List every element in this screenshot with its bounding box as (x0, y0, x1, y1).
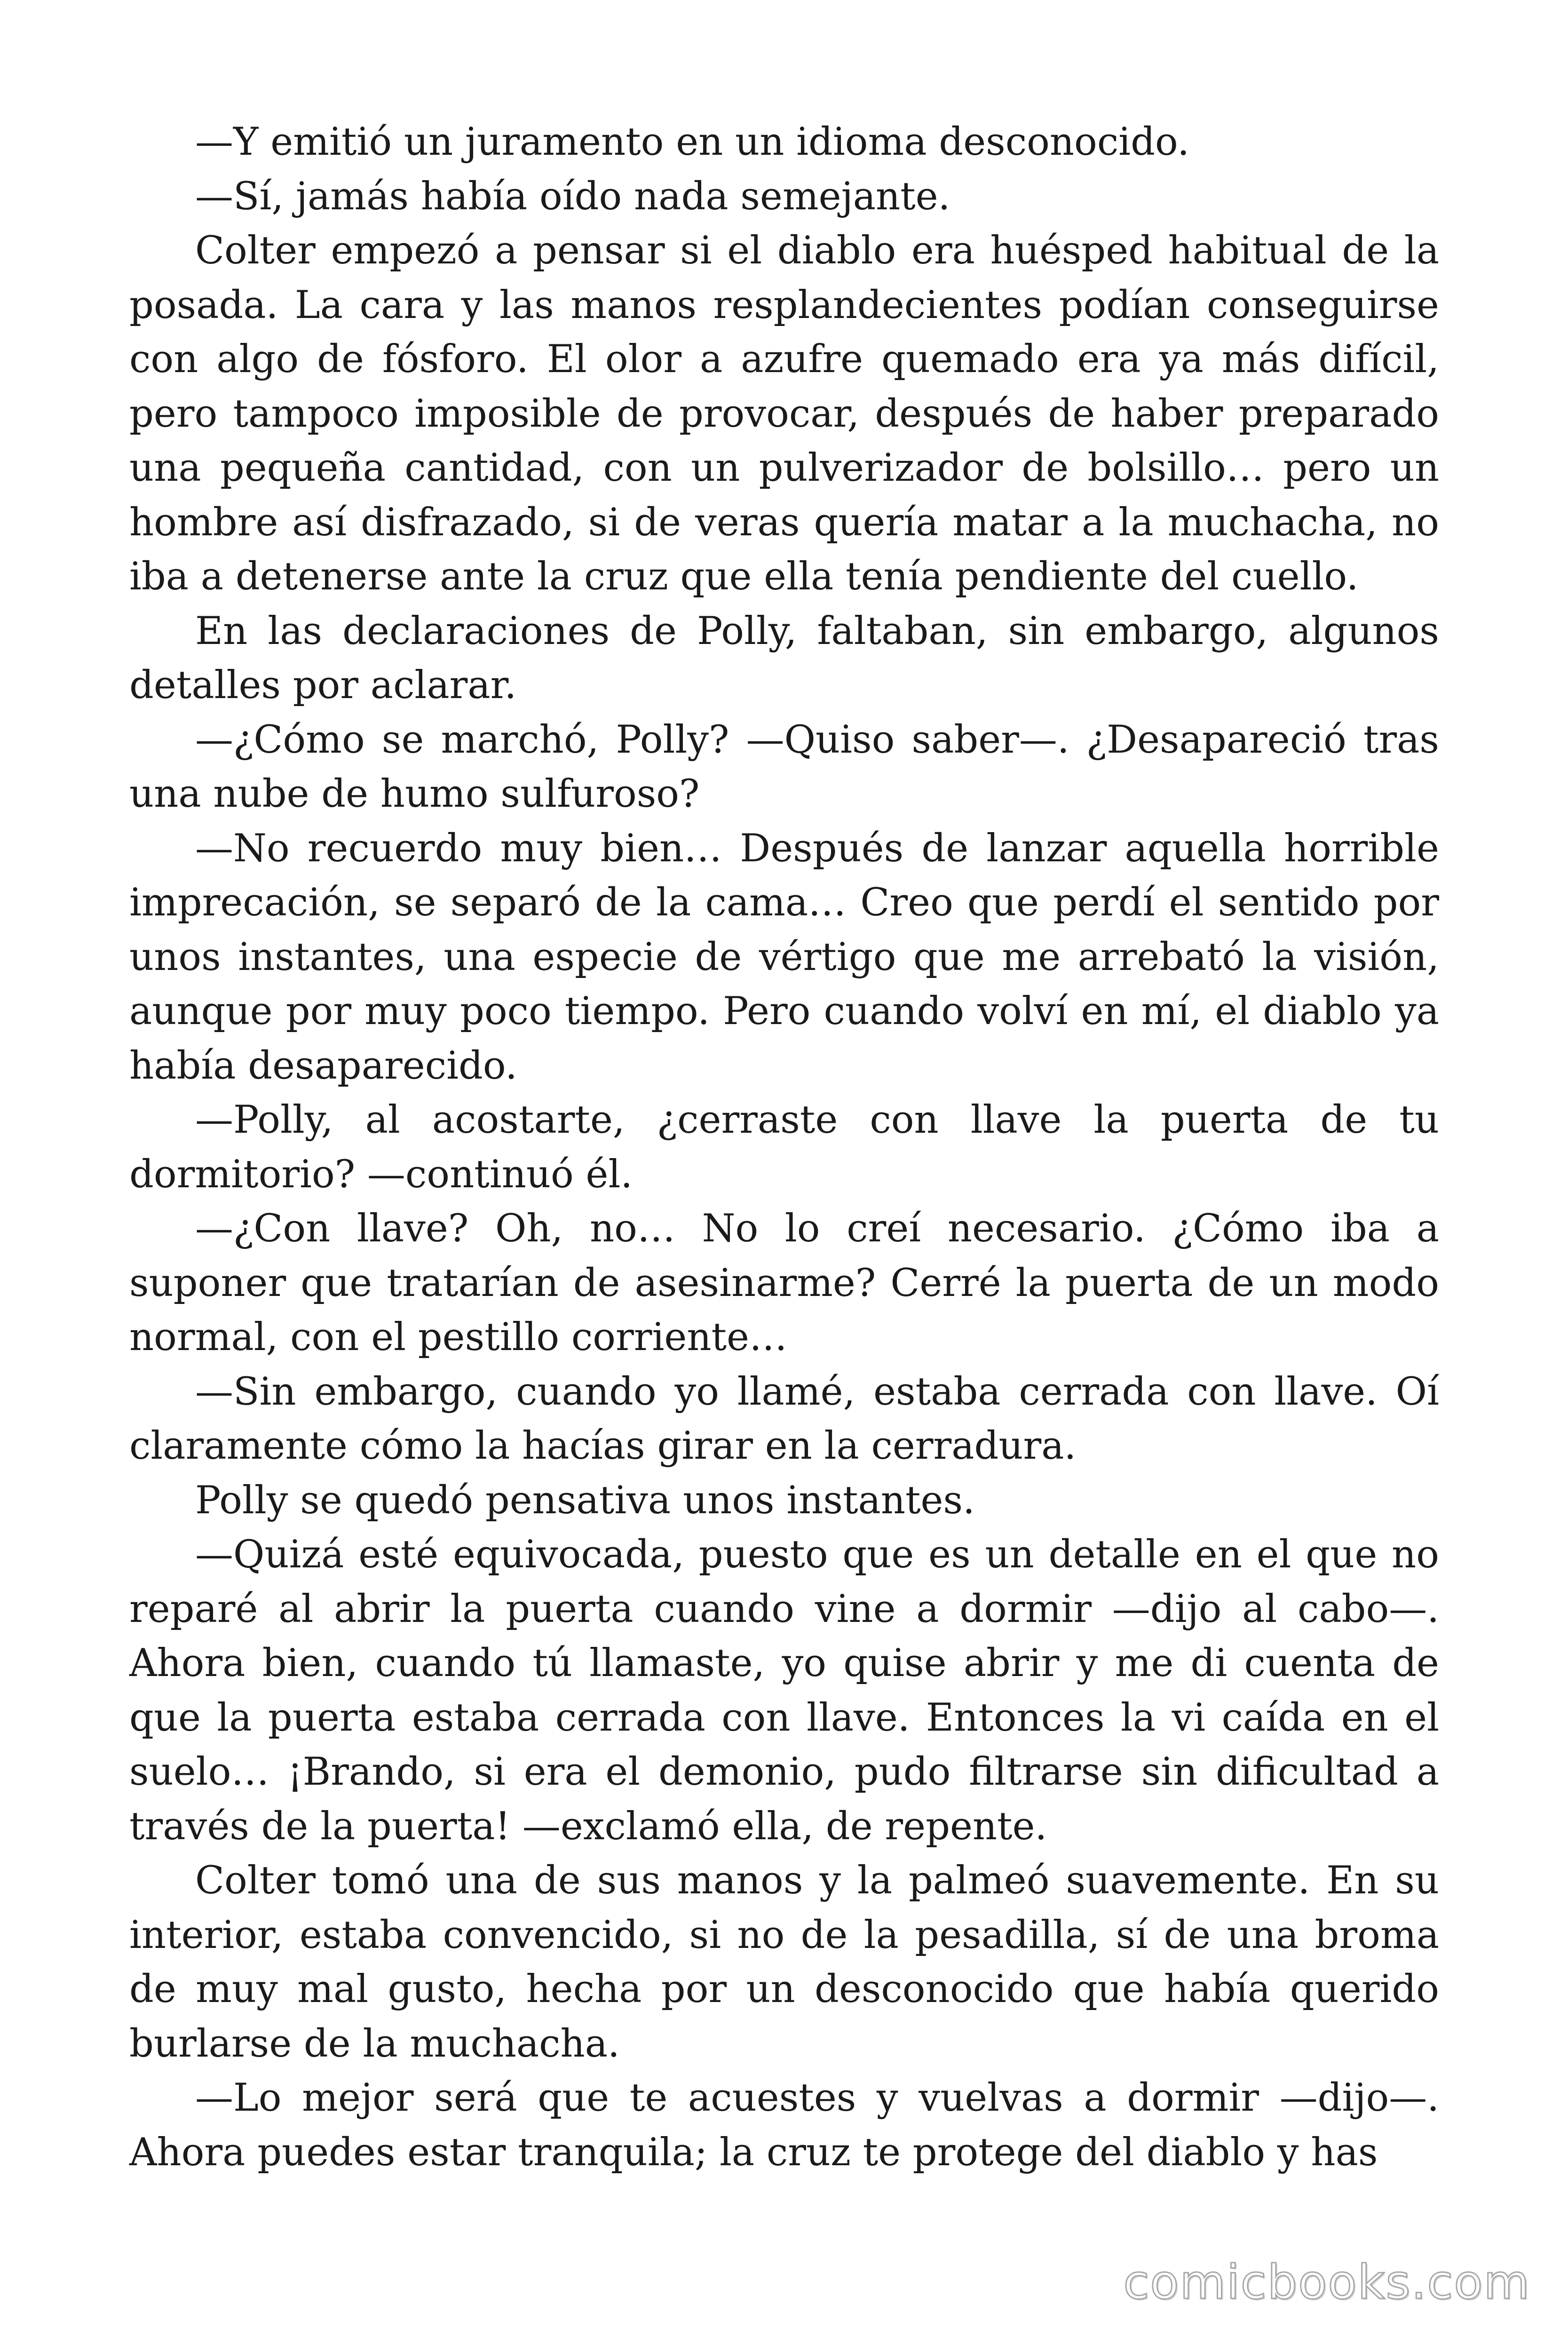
page-body (129, 115, 1439, 2180)
paragraph: —Polly, al acostarte, ¿cerraste con llave la puerta de tu dormitorio? —continuó él. (129, 1098, 1439, 1197)
paragraph: Colter empezó a pensar si el diablo era huésped habitual de la posada. La cara y las manos resplandecientes podían conseguirse con algo de fósforo. El olor a azufre quemado era ya más difícil, pero tampoco imposible de provocar, después de haber preparado una pequeña cantidad, con un pulverizador de bolsillo… pero un hombre así disfrazado, si de veras quería matar a la muchacha, no iba a detenerse ante la cruz que ella tenía pendiente del cuello. (129, 229, 1439, 599)
paragraph: Polly se quedó pensativa unos instantes. (195, 1478, 975, 1523)
paragraph: —Quizá esté equivocada, puesto que es un detalle en el que no reparé al abrir la puerta cuando vine a dormir —dijo al cabo—. Ahora bien, cuando tú llamaste, yo quise abrir y me di cuenta de que la puerta estaba cerrada con llave. Entonces la vi caída en el suelo… ¡Brando, si era el demonio, pudo filtrarse sin dificultad a través de la puerta! —exclamó ella, de repente. (129, 1533, 1439, 1849)
paragraph: —Sin embargo, cuando yo llamé, estaba cerrada con llave. Oí claramente cómo la hacías girar en la cerradura. (129, 1369, 1439, 1468)
watermark: comicbooks.com (1123, 2255, 1530, 2310)
paragraph: Colter tomó una de sus manos y la palmeó suavemente. En su interior, estaba convencido, si no de la pesadilla, sí de una broma de muy mal gusto, hecha por un desconocido que había querido burlarse de la muchacha. (129, 1859, 1439, 2066)
paragraph: —¿Con llave? Oh, no… No lo creí necesario. ¿Cómo iba a suponer que tratarían de asesinarme? Cerré la puerta de un modo normal, con el pestillo corriente… (129, 1207, 1439, 1359)
paragraph: —Y emitió un juramento en un idioma desconocido. (195, 120, 1190, 164)
paragraph: —No recuerdo muy bien… Después de lanzar aquella horrible imprecación, se separó de la cama… Creo que perdí el sentido por unos instantes, una especie de vértigo que me arrebató la visión, aunque por muy poco tiempo. Pero cuando volví en mí, el diablo ya había desaparecido. (129, 826, 1439, 1088)
paragraph: En las declaraciones de Polly, faltaban, sin embargo, algunos detalles por aclarar. (129, 609, 1439, 707)
paragraph: —Lo mejor será que te acuestes y vuelvas a dormir —dijo—. Ahora puedes estar tranquila; la cruz te protege del diablo y has (129, 2076, 1439, 2175)
paragraph: —¿Cómo se marchó, Polly? —Quiso saber—. ¿Desapareció tras una nube de humo sulfuroso? (129, 717, 1439, 816)
paragraph: —Sí, jamás había oído nada semejante. (195, 174, 950, 219)
